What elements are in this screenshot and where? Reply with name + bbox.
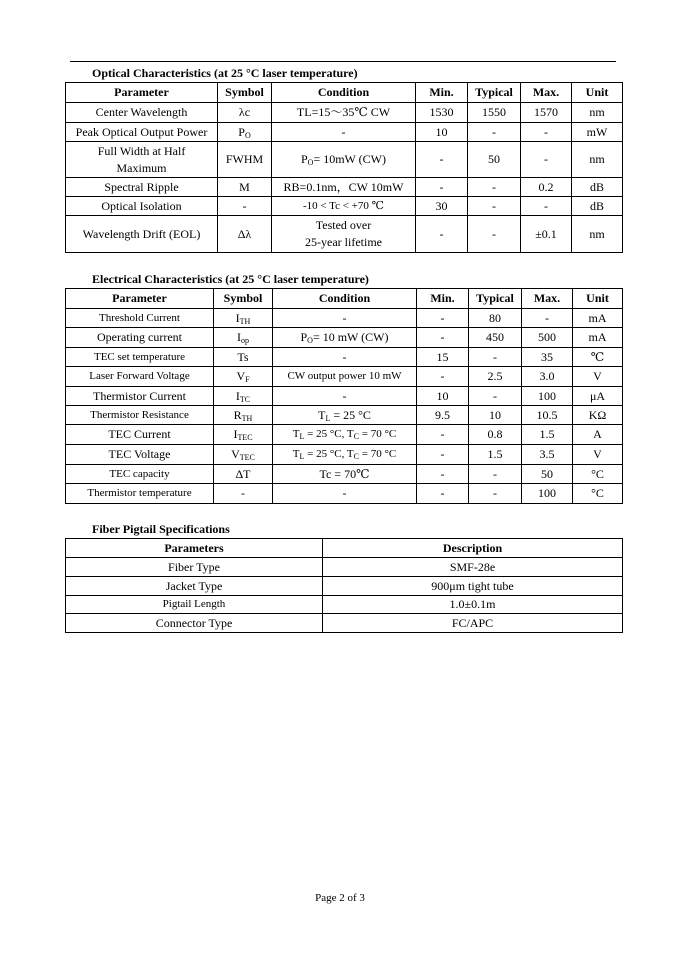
symbol-cell	[218, 123, 272, 142]
condition-cell: TL=15～35℃ CW	[272, 103, 416, 123]
fiber-header-row	[66, 539, 623, 558]
cond-main: P	[300, 330, 308, 344]
typical-cell: -	[469, 387, 522, 406]
symbol-main: V	[231, 447, 240, 461]
symbol-cell: -	[214, 484, 273, 504]
max-cell: 35	[522, 348, 573, 367]
symbol-main: I	[235, 388, 240, 403]
condition-cell	[272, 216, 416, 253]
max-cell: -	[521, 123, 572, 142]
parameter-cell: TEC Current	[66, 425, 214, 445]
col-header: Condition	[272, 83, 416, 103]
cond-rest: = 10 mW (CW)	[312, 330, 389, 344]
col-header: Max.	[521, 83, 572, 103]
cond-sub: L	[325, 413, 331, 423]
table-row	[66, 596, 623, 614]
cond-rest: = 25 °C	[330, 407, 371, 422]
symbol-cell: Ts	[214, 348, 273, 367]
parameter-cell: Threshold Current	[66, 309, 214, 328]
col-header: Min.	[416, 83, 468, 103]
unit-cell: V	[573, 367, 623, 387]
condition-cell: -	[273, 484, 417, 504]
cond-rest: = 10mW (CW)	[313, 152, 386, 166]
min-cell: -	[416, 216, 468, 253]
cond-main: P	[300, 152, 308, 166]
typical-cell: 2.5	[469, 367, 522, 387]
typical-cell: 10	[469, 406, 522, 425]
min-cell: 10	[417, 387, 469, 406]
parameter-cell: Connector Type	[66, 614, 323, 633]
parameter-cell: Pigtail Length	[66, 596, 323, 614]
max-cell: 1.5	[522, 425, 573, 445]
min-cell: -	[417, 328, 469, 348]
max-cell: 50	[522, 465, 573, 484]
max-cell: 3.0	[522, 367, 573, 387]
table-row	[66, 387, 623, 406]
symbol-sub: op	[241, 336, 249, 345]
cond-sub: C	[353, 432, 359, 441]
symbol-cell: ΔT	[214, 465, 273, 484]
symbol-cell: FWHM	[218, 142, 272, 178]
max-cell: 100	[522, 484, 573, 504]
min-cell: -	[417, 425, 469, 445]
parameter-cell: Thermistor temperature	[66, 484, 214, 504]
table-row	[66, 614, 623, 633]
condition-cell: -	[273, 348, 417, 367]
typical-cell: -	[469, 348, 522, 367]
fiber-table	[65, 538, 623, 633]
unit-cell: ℃	[573, 348, 623, 367]
min-cell: -	[417, 367, 469, 387]
col-header: Description	[323, 539, 623, 558]
min-cell: -	[417, 465, 469, 484]
typical-cell: -	[468, 123, 521, 142]
unit-cell: dB	[572, 178, 623, 197]
condition-line: Tested over	[315, 218, 372, 232]
parameter-cell: Peak Optical Output Power	[66, 123, 218, 142]
min-cell: 9.5	[417, 406, 469, 425]
cond-sub: L	[299, 452, 305, 461]
unit-cell: KΩ	[573, 406, 623, 425]
table-row	[66, 577, 623, 596]
symbol-cell	[214, 425, 273, 445]
max-cell: 0.2	[521, 178, 572, 197]
table-row	[66, 348, 623, 367]
unit-cell: dB	[572, 197, 623, 216]
condition-cell	[273, 406, 417, 425]
symbol-sub: TH	[239, 316, 251, 326]
symbol-cell	[214, 367, 273, 387]
parameter-cell: Center Wavelength	[66, 103, 218, 123]
max-cell: ±0.1	[521, 216, 572, 253]
col-header: Unit	[573, 289, 623, 309]
description-cell: SMF-28e	[323, 558, 623, 577]
typical-cell: -	[468, 197, 521, 216]
unit-cell: nm	[572, 216, 623, 253]
symbol-main: I	[233, 427, 238, 441]
symbol-main: P	[238, 124, 245, 139]
unit-cell: A	[573, 425, 623, 445]
symbol-sub: F	[245, 375, 250, 384]
description-cell: FC/APC	[323, 614, 623, 633]
col-header: Parameter	[66, 83, 218, 103]
min-cell: -	[417, 445, 469, 465]
col-header: Symbol	[218, 83, 272, 103]
symbol-sub: TH	[241, 413, 253, 423]
parameter-cell: Jacket Type	[66, 577, 323, 596]
typical-cell: -	[468, 216, 521, 253]
max-cell: -	[521, 197, 572, 216]
min-cell: 30	[416, 197, 468, 216]
col-header: Unit	[572, 83, 623, 103]
condition-cell: -	[272, 123, 416, 142]
max-cell: -	[522, 309, 573, 328]
col-header: Max.	[522, 289, 573, 309]
max-cell: 3.5	[522, 445, 573, 465]
unit-cell: nm	[572, 142, 623, 178]
max-cell: 100	[522, 387, 573, 406]
parameter-cell: Wavelength Drift (EOL)	[66, 216, 218, 253]
optical-section-title: Optical Characteristics (at 25 °C laser temperature)	[92, 66, 358, 80]
unit-cell: μA	[573, 387, 623, 406]
symbol-cell: -	[218, 197, 272, 216]
symbol-cell	[214, 387, 273, 406]
cond-main: T	[318, 407, 326, 422]
col-header: Parameter	[66, 289, 214, 309]
condition-cell: RB=0.1nm，CW 10mW	[272, 178, 416, 197]
symbol-main: I	[235, 310, 240, 325]
typical-cell: 80	[469, 309, 522, 328]
unit-cell: °C	[573, 465, 623, 484]
symbol-main: V	[236, 369, 246, 383]
unit-cell: mW	[572, 123, 623, 142]
condition-cell: CW output power 10 mW	[273, 367, 417, 387]
symbol-main: R	[233, 407, 242, 422]
table-row	[66, 484, 623, 504]
col-header: Min.	[417, 289, 469, 309]
table-row	[66, 178, 623, 197]
table-row	[66, 406, 623, 425]
parameter-line: Full Width at Half	[97, 143, 186, 158]
typical-cell: -	[468, 178, 521, 197]
table-row	[66, 103, 623, 123]
max-cell: 1570	[521, 103, 572, 123]
col-header: Typical	[469, 289, 522, 309]
symbol-cell: λc	[218, 103, 272, 123]
typical-cell: -	[469, 465, 522, 484]
fiber-section-title: Fiber Pigtail Specifications	[92, 522, 230, 536]
col-header: Parameters	[66, 539, 323, 558]
min-cell: -	[417, 309, 469, 328]
symbol-main: I	[237, 330, 241, 344]
symbol-cell	[214, 445, 273, 465]
parameter-cell: Optical Isolation	[66, 197, 218, 216]
parameter-line: Maximum	[116, 160, 167, 175]
condition-cell	[272, 142, 416, 178]
parameter-cell: TEC Voltage	[66, 445, 214, 465]
electrical-table	[65, 288, 623, 504]
condition-cell: -	[273, 309, 417, 328]
table-row	[66, 142, 623, 178]
symbol-sub: TEC	[237, 433, 253, 442]
parameter-cell: Laser Forward Voltage	[66, 367, 214, 387]
optical-header-row	[66, 83, 623, 103]
cond-main: T	[292, 448, 300, 460]
table-row	[66, 123, 623, 142]
parameter-cell: TEC set temperature	[66, 348, 214, 367]
table-row	[66, 367, 623, 387]
parameter-cell: Thermistor Resistance	[66, 406, 214, 425]
min-cell: -	[417, 484, 469, 504]
max-cell: 10.5	[522, 406, 573, 425]
optical-table	[65, 82, 623, 253]
typical-cell: 50	[468, 142, 521, 178]
min-cell: 15	[417, 348, 469, 367]
table-row	[66, 445, 623, 465]
min-cell: -	[416, 142, 468, 178]
symbol-sub: TEC	[239, 453, 255, 462]
electrical-header-row	[66, 289, 623, 309]
cond-sub: L	[299, 432, 305, 441]
symbol-cell: M	[218, 178, 272, 197]
cond-rest: = 70 °C	[358, 448, 397, 460]
parameter-cell: Fiber Type	[66, 558, 323, 577]
description-cell: 900μm tight tube	[323, 577, 623, 596]
col-header: Condition	[273, 289, 417, 309]
min-cell: 1530	[416, 103, 468, 123]
condition-line: 25-year lifetime	[305, 235, 382, 249]
typical-cell: 450	[469, 328, 522, 348]
parameter-cell: TEC capacity	[66, 465, 214, 484]
condition-cell	[273, 425, 417, 445]
cond-main: T	[292, 428, 300, 440]
min-cell: 10	[416, 123, 468, 142]
condition-cell: Tc = 70℃	[273, 465, 417, 484]
description-cell: 1.0±0.1m	[323, 596, 623, 614]
col-header: Symbol	[214, 289, 273, 309]
symbol-cell: Δλ	[218, 216, 272, 253]
parameter-cell: Spectral Ripple	[66, 178, 218, 197]
table-row	[66, 197, 623, 216]
unit-cell: mA	[573, 328, 623, 348]
symbol-sub: O	[244, 130, 251, 140]
table-row	[66, 216, 623, 253]
typical-cell: 1550	[468, 103, 521, 123]
typical-cell: 1.5	[469, 445, 522, 465]
parameter-cell	[66, 142, 218, 178]
unit-cell: °C	[573, 484, 623, 504]
symbol-cell	[214, 406, 273, 425]
header-rule	[70, 61, 616, 62]
col-header: Typical	[468, 83, 521, 103]
unit-cell: nm	[572, 103, 623, 123]
page-number: Page 2 of 3	[315, 892, 365, 904]
cond-sub: O	[307, 158, 314, 167]
condition-cell	[273, 328, 417, 348]
max-cell: 500	[522, 328, 573, 348]
parameter-cell: Operating current	[66, 328, 214, 348]
max-cell: -	[521, 142, 572, 178]
cond-rest: = 25 °C, T	[304, 428, 354, 440]
symbol-cell	[214, 309, 273, 328]
parameter-cell: Thermistor Current	[66, 387, 214, 406]
typical-cell: 0.8	[469, 425, 522, 445]
typical-cell: -	[469, 484, 522, 504]
condition-cell: -	[273, 387, 417, 406]
electrical-section-title: Electrical Characteristics (at 25 °C laser temperature)	[92, 272, 369, 286]
table-row	[66, 465, 623, 484]
condition-cell: -10 < Tc < +70 ℃	[272, 197, 416, 216]
unit-cell: mA	[573, 309, 623, 328]
cond-sub: C	[353, 452, 359, 461]
cond-rest: = 70 °C	[358, 428, 397, 440]
min-cell: -	[416, 178, 468, 197]
symbol-sub: TC	[239, 394, 251, 404]
table-row	[66, 328, 623, 348]
unit-cell: V	[573, 445, 623, 465]
cond-rest: = 25 °C, T	[304, 448, 354, 460]
table-row	[66, 558, 623, 577]
table-row	[66, 309, 623, 328]
symbol-cell	[214, 328, 273, 348]
condition-cell	[273, 445, 417, 465]
cond-sub: O	[307, 336, 313, 345]
table-row	[66, 425, 623, 445]
